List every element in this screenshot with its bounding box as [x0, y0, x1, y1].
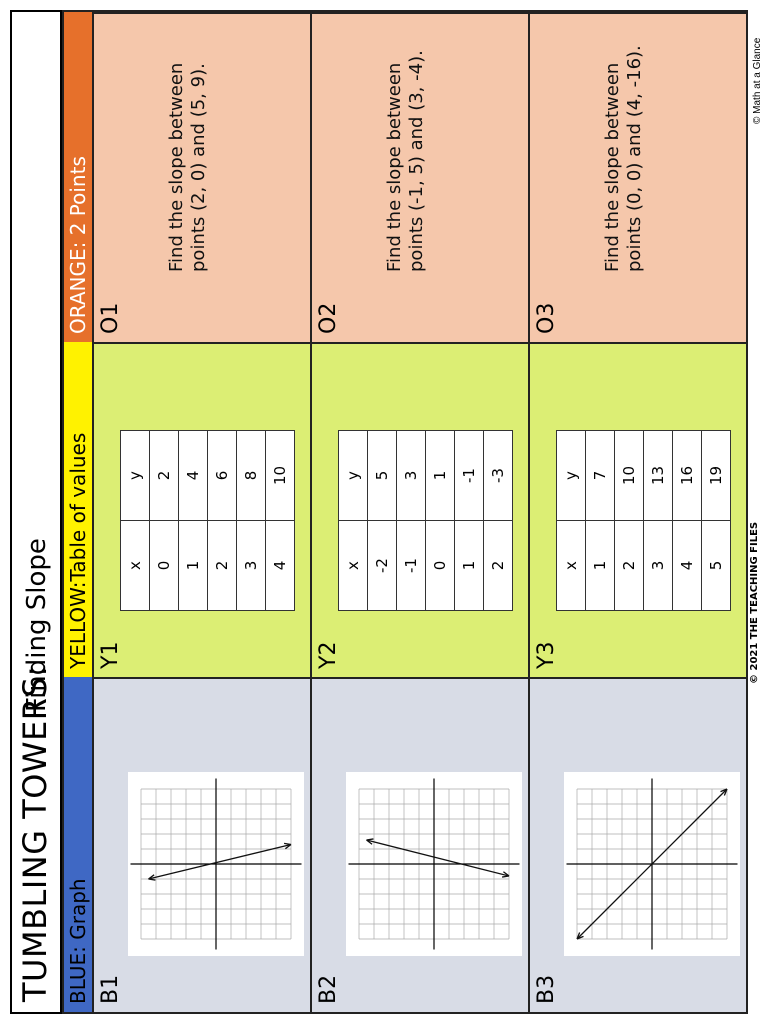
table-row — [426, 431, 455, 611]
plotted-line — [367, 840, 510, 876]
cell-id: Y3 — [534, 641, 559, 669]
cell-id: O2 — [316, 302, 341, 334]
table-cell: 1 — [455, 521, 484, 611]
table-of-values — [556, 430, 731, 611]
table-cell: 19 — [702, 431, 731, 521]
yellow-column — [64, 342, 746, 677]
table-of-values — [338, 430, 513, 611]
table-cell: 5 — [368, 431, 397, 521]
coordinate-plane — [346, 772, 522, 956]
cell-id: O1 — [98, 302, 123, 334]
table-cell: 10 — [266, 431, 295, 521]
table-row — [615, 431, 644, 611]
orange-desc: 2 Points — [66, 156, 90, 236]
table-row — [455, 431, 484, 611]
cell-y1 — [94, 342, 312, 677]
graph-b1 — [128, 772, 304, 956]
table-row — [368, 431, 397, 611]
table-cell: 1 — [586, 521, 615, 611]
table-cell: 3 — [237, 521, 266, 611]
question-text: Find the slope between points (-1, 5) and (3, -4). — [384, 50, 427, 272]
question-text: Find the slope between points (2, 0) and (5, 9). — [166, 62, 209, 272]
blue-desc: Graph — [66, 878, 90, 940]
table-cell: 8 — [237, 431, 266, 521]
orange-color-label: ORANGE: — [66, 241, 90, 334]
table-row — [237, 431, 266, 611]
coordinate-plane — [128, 772, 304, 956]
table-cell: 10 — [615, 431, 644, 521]
cell-b3 — [530, 677, 748, 1012]
table-cell: -1 — [455, 431, 484, 521]
table-cell: -3 — [484, 431, 513, 521]
yellow-color-label: YELLOW: — [66, 581, 90, 669]
table-row — [397, 431, 426, 611]
page-title: TUMBLING TOWERS: — [16, 665, 54, 1002]
cell-id: B1 — [98, 974, 123, 1004]
table-row — [586, 431, 615, 611]
blue-color-label: BLUE: — [66, 946, 90, 1004]
table-header-row — [121, 431, 150, 611]
blue-header — [64, 677, 94, 1012]
table-row — [208, 431, 237, 611]
cell-o2 — [312, 12, 530, 342]
orange-header — [64, 12, 94, 342]
table-cell: 16 — [673, 431, 702, 521]
cell-id: O3 — [534, 302, 559, 334]
copyright: © 2021 THE TEACHING FILES — [749, 521, 760, 684]
cell-id: B2 — [316, 974, 341, 1004]
table-cell: 3 — [644, 521, 673, 611]
table-cell: 1 — [179, 521, 208, 611]
blue-column — [64, 677, 746, 1012]
table-row — [644, 431, 673, 611]
table-cell: x — [557, 521, 586, 611]
plotted-line — [149, 845, 292, 880]
table-row — [484, 431, 513, 611]
table-cell: 4 — [266, 521, 295, 611]
table-cell: 6 — [208, 431, 237, 521]
table-header-row — [339, 431, 368, 611]
graph-b2 — [346, 772, 522, 956]
table-row — [673, 431, 702, 611]
table-cell: y — [339, 431, 368, 521]
yellow-header — [64, 342, 94, 677]
cell-id: B3 — [534, 974, 559, 1004]
table-row — [266, 431, 295, 611]
table-row — [702, 431, 731, 611]
cell-o1 — [94, 12, 312, 342]
table-cell: 2 — [208, 521, 237, 611]
table-cell: y — [121, 431, 150, 521]
table-row — [179, 431, 208, 611]
question-text: Find the slope between points (0, 0) and (4, -16). — [602, 45, 645, 272]
table-cell: x — [121, 521, 150, 611]
table-cell: 13 — [644, 431, 673, 521]
cell-b2 — [312, 677, 530, 1012]
worksheet-grid — [62, 10, 748, 1014]
table-cell: y — [557, 431, 586, 521]
table-cell: 2 — [484, 521, 513, 611]
table-cell: 4 — [179, 431, 208, 521]
cell-y3 — [530, 342, 748, 677]
graph-b3 — [564, 772, 740, 956]
brand-credit: © Math at a Glance — [752, 37, 763, 124]
yellow-desc: Table of values — [66, 432, 90, 582]
table-of-values — [120, 430, 295, 611]
page-subtitle: Finding Slope — [22, 538, 52, 712]
cell-y2 — [312, 342, 530, 677]
table-cell: 5 — [702, 521, 731, 611]
table-cell: 1 — [426, 431, 455, 521]
cell-id: Y1 — [98, 641, 123, 669]
cell-o3 — [530, 12, 748, 342]
table-cell: 3 — [397, 431, 426, 521]
table-cell: 0 — [150, 521, 179, 611]
cell-b1 — [94, 677, 312, 1012]
table-cell: -1 — [397, 521, 426, 611]
table-cell: 2 — [615, 521, 644, 611]
table-cell: -2 — [368, 521, 397, 611]
title-bar — [10, 10, 62, 1014]
table-cell: 4 — [673, 521, 702, 611]
table-cell: x — [339, 521, 368, 611]
table-row — [150, 431, 179, 611]
table-cell: 2 — [150, 431, 179, 521]
coordinate-plane — [564, 772, 740, 956]
orange-column — [64, 12, 746, 342]
table-cell: 7 — [586, 431, 615, 521]
cell-id: Y2 — [316, 641, 341, 669]
table-header-row — [557, 431, 586, 611]
table-cell: 0 — [426, 521, 455, 611]
